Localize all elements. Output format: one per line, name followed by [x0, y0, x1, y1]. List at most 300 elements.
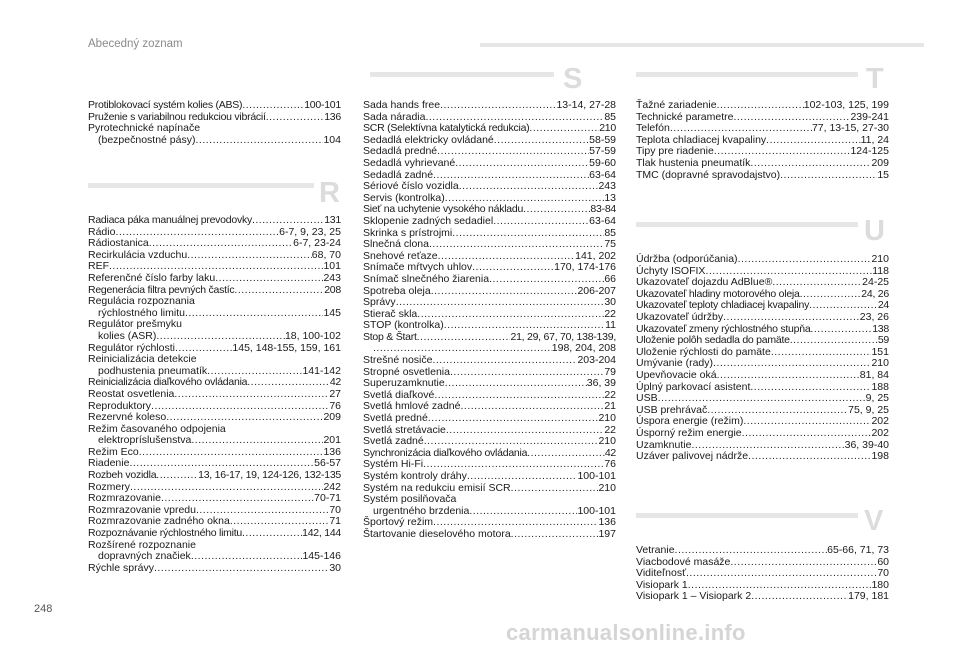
- dot-leader: [717, 100, 804, 112]
- index-entry: [88, 100, 341, 112]
- entry-pages: 83-84: [590, 203, 616, 216]
- entry-pages: 70-71: [314, 492, 341, 505]
- dot-leader: [191, 551, 303, 563]
- dot-leader: [166, 412, 323, 424]
- dot-leader: [742, 428, 872, 440]
- entry-label: Ťažné zariadenie: [636, 99, 717, 111]
- dot-leader: [748, 451, 871, 463]
- entry-label: Reinicializácia diaľkového ovládania: [88, 376, 248, 389]
- entry-pages: 22: [604, 307, 616, 320]
- dot-leader: [185, 308, 324, 320]
- entry-label: Viditeľnosť: [636, 567, 687, 580]
- entry-pages: 42: [604, 446, 616, 459]
- entry-pages: 13, 16-17, 19, 124-126, 132-135: [198, 469, 341, 482]
- dot-leader: [432, 355, 577, 367]
- entry-pages: 24: [877, 299, 889, 312]
- page-number: 248: [34, 603, 53, 615]
- entry-label: Uzamknutie: [636, 438, 692, 451]
- entry-label: Ukazovateľ hladiny motorového oleja: [636, 287, 800, 300]
- entry-label: Recirkulácia vzduchu: [88, 248, 188, 261]
- entry-label: Referenčné číslo farby laku: [88, 271, 216, 284]
- watermark: carmanualsonline.info: [506, 620, 746, 645]
- entry-pages: 23, 26: [859, 310, 889, 323]
- index-entry: [88, 470, 341, 482]
- entry-pages: 203-204: [577, 354, 616, 367]
- entry-pages: 85: [604, 226, 616, 239]
- entry-pages: 57-59: [589, 145, 616, 158]
- entry-label: Reostat osvetlenia: [88, 387, 175, 400]
- entry-pages: 76: [604, 458, 616, 471]
- index-entry: [636, 100, 889, 112]
- dot-leader: [242, 528, 302, 540]
- index-entry-heading: Systém posilňovača: [363, 493, 457, 506]
- entry-pages: 13-14, 27-28: [556, 99, 616, 111]
- entry-pages: 209: [871, 156, 889, 169]
- entry-label: Úspora energie (režim): [636, 415, 744, 428]
- entry-label: Uloženie rýchlosti do pamäte: [636, 345, 771, 358]
- index-entry: [363, 100, 616, 112]
- entry-label: Sada hands free: [363, 99, 441, 111]
- entry-pages: 36, 39-40: [844, 438, 889, 451]
- entry-label: Rezervné koleso: [88, 411, 167, 424]
- entry-pages: 24-25: [862, 276, 889, 289]
- entry-pages: 209: [323, 411, 341, 424]
- index-entry-heading: Rozšírené rozpoznanie: [88, 538, 196, 551]
- entry-label: Visiopark 1: [636, 578, 688, 591]
- entry-label: Upevňovacie oká: [636, 368, 717, 381]
- entry-pages: 145, 148-155, 159, 161: [232, 341, 341, 354]
- dot-leader: [450, 367, 604, 379]
- dot-leader: [790, 335, 878, 347]
- section-letter-r: R: [319, 177, 340, 209]
- entry-label: Sedadlá elektricky ovládané: [363, 133, 494, 146]
- index-entry: [363, 158, 616, 170]
- entry-pages: 104: [323, 133, 341, 146]
- entry-label: TMC (dopravné spravodajstvo): [636, 168, 781, 181]
- entry-pages: 21: [604, 400, 616, 413]
- entry-label: Tipy pre riadenie: [636, 145, 714, 158]
- entry-label: kolies (ASR): [98, 329, 157, 342]
- entry-pages: 70: [329, 503, 341, 516]
- dot-leader: [750, 382, 871, 394]
- entry-label: Radiaca páka manuálnej prevodovky: [88, 214, 252, 226]
- dot-leader: [428, 413, 599, 425]
- entry-label: Rozmrazovanie zadného okna: [88, 515, 230, 528]
- section-letter-t: T: [866, 63, 884, 95]
- dot-leader: [187, 250, 312, 262]
- entry-pages: 85: [604, 110, 616, 123]
- entry-pages: 243: [323, 271, 341, 284]
- entry-pages: 6-7, 23-24: [293, 237, 341, 250]
- section-letter-s: S: [563, 63, 583, 95]
- entry-pages: 145: [323, 306, 341, 319]
- entry-label: Ukazovateľ zmeny rýchlostného stupňa: [636, 322, 811, 335]
- dot-leader: [810, 324, 872, 336]
- entry-pages: 242: [323, 480, 341, 493]
- entry-pages: 202: [871, 415, 889, 428]
- dot-leader: [780, 170, 877, 182]
- entry-pages: 239-241: [850, 110, 889, 123]
- entry-label: Visiopark 1 – Visiopark 2: [636, 590, 752, 603]
- entry-label: Správy: [363, 296, 396, 309]
- index-entry-heading: Regulátor prešmyku: [88, 318, 182, 331]
- entry-label: Telefón: [636, 122, 670, 135]
- dot-leader: [446, 425, 604, 437]
- dot-leader: [738, 254, 872, 266]
- entry-label: Svetlá zadné: [363, 435, 424, 448]
- entry-label: Športový režim: [363, 516, 434, 529]
- entry-label: Viacbodové masáže: [636, 555, 731, 568]
- dot-leader: [658, 393, 866, 405]
- section-letter-v: V: [864, 505, 884, 537]
- dot-leader: [139, 447, 324, 459]
- index-entry: [363, 297, 616, 309]
- index-entry: [88, 250, 341, 262]
- dot-leader: [455, 158, 589, 170]
- entry-label: Štartovanie dieselového motora: [363, 527, 511, 540]
- entry-label: Sada náradia: [363, 110, 426, 123]
- entry-pages: 180: [871, 578, 889, 591]
- entry-pages: 197: [598, 527, 616, 540]
- entry-pages: 11, 24: [860, 133, 889, 146]
- entry-label: Regenerácia filtra pevných častíc: [88, 283, 235, 296]
- entry-pages: 66: [604, 272, 616, 285]
- entry-label: STOP (kontrolka): [363, 319, 444, 332]
- dot-leader: [247, 377, 330, 389]
- index-entry: [88, 412, 341, 424]
- entry-label: Uloženie polôh sedadla do pamäte: [636, 334, 790, 347]
- entry-label: Systém na redukciu emisií SCR: [363, 481, 511, 494]
- entry-label: Rozmrazovanie vpredu: [88, 503, 196, 516]
- entry-pages: 202: [871, 426, 889, 439]
- dot-leader: [511, 529, 599, 541]
- entry-label: Protiblokovací systém kolies (ABS): [88, 99, 243, 111]
- dot-leader: [174, 389, 329, 401]
- entry-pages: 100-101: [577, 470, 616, 482]
- entry-pages: 136: [598, 516, 616, 529]
- entry-pages: 42: [329, 376, 341, 389]
- dot-leader: [686, 568, 877, 580]
- index-entry: [88, 135, 341, 147]
- entry-label: Teplota chladiacej kvapaliny: [636, 133, 767, 146]
- index-entry: [363, 216, 616, 228]
- dot-leader: [266, 112, 325, 124]
- entry-pages: 118: [872, 264, 889, 277]
- entry-pages: 243: [598, 180, 616, 193]
- entry-pages: 9, 25: [865, 392, 889, 405]
- entry-pages: 30: [604, 296, 616, 309]
- entry-label: Sklopenie zadných sedadiel: [363, 214, 494, 227]
- dot-leader: [467, 471, 578, 483]
- index-entry: [636, 545, 889, 557]
- entry-label: REF: [88, 260, 109, 273]
- entry-label: Systém Hi-Fi: [363, 458, 424, 471]
- index-entry: [88, 528, 341, 540]
- dot-leader: [460, 401, 604, 413]
- entry-pages: 65-66, 71, 73: [827, 544, 889, 556]
- entry-pages: 70: [877, 567, 889, 580]
- entry-pages: 142, 144: [302, 527, 341, 540]
- index-entry: [636, 591, 889, 603]
- dot-leader: [743, 416, 871, 428]
- dot-leader: [151, 401, 329, 413]
- entry-label: Systém kontroly dráhy: [363, 470, 467, 482]
- header-divider: [480, 43, 924, 47]
- entry-label: Tlak hustenia pneumatík: [636, 156, 751, 169]
- entry-label: Sedadlá vyhrievané: [363, 156, 456, 169]
- dot-leader: [523, 204, 590, 216]
- entry-label: (bezpečnostné pásy): [98, 133, 196, 146]
- entry-label: Ukazovateľ údržby: [636, 310, 724, 323]
- entry-pages: 71: [329, 515, 341, 528]
- entry-label: Snehové reťaze: [363, 249, 438, 262]
- entry-label: Stop & Štart: [363, 330, 417, 343]
- index-entry: [363, 181, 616, 193]
- dot-leader: [445, 378, 587, 390]
- dot-leader: [493, 216, 589, 228]
- entry-pages: 198, 204, 208: [551, 342, 616, 355]
- entry-label: Rádio: [88, 225, 116, 238]
- entry-pages: 59-60: [589, 156, 616, 169]
- entry-label: Rýchle správy: [88, 561, 154, 574]
- section-divider-t: [636, 72, 858, 77]
- index-column-right-t: [636, 100, 889, 181]
- entry-pages: 15: [877, 168, 889, 181]
- entry-pages: 75, 9, 25: [848, 403, 889, 416]
- page-header-title: Abecedný zoznam: [88, 38, 183, 50]
- dot-leader: [511, 483, 599, 495]
- entry-pages: 58-59: [589, 133, 616, 146]
- entry-label: Synchronizácia diaľkového ovládania: [363, 446, 528, 459]
- dot-leader: [751, 591, 848, 603]
- dot-leader: [452, 228, 604, 240]
- index-column-left-pre: [88, 100, 341, 146]
- entry-label: Slnečná clona: [363, 238, 429, 251]
- index-entry: [636, 451, 889, 463]
- entry-label: Úchyty ISOFIX: [636, 264, 706, 277]
- entry-label: Stropné osvetlenia: [363, 365, 450, 378]
- entry-label: Uzáver palivovej nádrže: [636, 450, 749, 463]
- dot-leader: [437, 146, 589, 158]
- dot-leader: [766, 135, 860, 147]
- entry-label: Snímače mŕtvych uhlov: [363, 261, 473, 274]
- entry-pages: 136: [323, 445, 341, 458]
- entry-pages: 24, 26: [861, 287, 889, 300]
- entry-pages: 201: [323, 434, 341, 447]
- entry-pages: 141-142: [302, 364, 341, 377]
- entry-pages: 210: [598, 481, 616, 494]
- entry-label: Servis (kontrolka): [363, 191, 445, 204]
- index-entry: [363, 471, 616, 483]
- entry-label: Reproduktory: [88, 399, 152, 412]
- entry-pages: 124-125: [850, 145, 889, 158]
- dot-leader: [195, 135, 323, 147]
- section-divider-v: [636, 513, 858, 518]
- entry-pages: 102-103, 125, 199: [803, 99, 889, 111]
- entry-pages: 210: [598, 412, 616, 425]
- entry-pages: 22: [604, 423, 616, 436]
- entry-pages: 210: [598, 435, 616, 448]
- dot-leader: [750, 158, 871, 170]
- entry-pages: 63-64: [589, 168, 616, 181]
- entry-label: Rozbeh vozidla: [88, 469, 157, 482]
- index-entry: [363, 286, 616, 298]
- entry-pages: 68, 70: [311, 248, 341, 261]
- entry-pages: 6-7, 9, 23, 25: [279, 225, 341, 238]
- index-entry: [636, 428, 889, 440]
- index-column-middle: [363, 100, 616, 541]
- index-entry: [636, 158, 889, 170]
- index-entry: [636, 312, 889, 324]
- entry-pages: 13: [604, 191, 616, 204]
- index-column-right-u: [636, 254, 889, 463]
- index-entry-heading: Režim časovaného odpojenia: [88, 422, 226, 435]
- entry-label: Stierač skla: [363, 307, 418, 320]
- entry-pages: 179, 181: [848, 590, 889, 603]
- section-divider-s: [370, 72, 554, 77]
- dot-leader: [234, 285, 324, 297]
- entry-pages: 101: [323, 260, 341, 273]
- dot-leader: [154, 563, 329, 575]
- entry-pages: 198: [871, 450, 889, 463]
- index-entry: [636, 382, 889, 394]
- entry-label: SCR (Selektívna katalytická redukcia): [363, 122, 530, 135]
- entry-pages: 188: [871, 380, 889, 393]
- entry-label: Technické parametre: [636, 110, 734, 123]
- entry-label: Rozmery: [88, 480, 131, 493]
- index-entry: [636, 170, 889, 182]
- entry-label: Rozmrazovanie: [88, 492, 161, 505]
- entry-label: Rozpoznávanie rýchlostného limitu: [88, 527, 243, 540]
- dot-leader: [429, 239, 604, 251]
- dot-leader: [156, 331, 285, 343]
- index-entry: [363, 239, 616, 251]
- dot-leader: [417, 309, 604, 321]
- index-entry: [88, 273, 341, 285]
- entry-label: Ukazovateľ dojazdu AdBlue®: [636, 276, 773, 289]
- entry-label: Regulátor rýchlosti: [88, 341, 175, 354]
- entry-label: Strešné nosiče: [363, 354, 433, 367]
- index-entry: [636, 335, 889, 347]
- entry-label: Svetlá hmlové zadné: [363, 400, 461, 413]
- entry-pages: 11: [605, 319, 616, 332]
- dot-leader: [431, 286, 578, 298]
- dot-leader: [396, 297, 605, 309]
- entry-label: urgentného brzdenia: [373, 504, 470, 517]
- entry-pages: 208: [324, 283, 341, 296]
- entry-pages: 145-146: [302, 550, 341, 563]
- entry-label: Úplný parkovací asistent: [636, 380, 751, 393]
- dot-leader: [675, 545, 828, 557]
- entry-pages: 151: [871, 345, 889, 358]
- entry-pages: 75: [604, 238, 616, 251]
- entry-pages: 77, 13-15, 27-30: [811, 122, 889, 135]
- index-entry-heading: Regulácia rozpoznania: [88, 295, 195, 308]
- entry-label: Rádiostanica: [88, 237, 149, 250]
- dot-leader: [489, 274, 604, 286]
- dot-leader: [215, 273, 323, 285]
- entry-pages: 59: [877, 334, 889, 347]
- entry-pages: 56-57: [314, 457, 341, 470]
- index-entry-heading: Pyrotechnické napínače: [88, 122, 201, 135]
- index-column-right-v: [636, 545, 889, 603]
- entry-label: dopravných značiek: [98, 550, 191, 563]
- entry-label: podhustenia pneumatík: [98, 364, 208, 377]
- entry-label: Ukazovateľ teploty chladiacej kvapaliny: [636, 299, 810, 312]
- entry-label: Svetlá diaľkové: [363, 388, 435, 401]
- index-entry: [88, 215, 341, 227]
- entry-pages: 18, 100-102: [284, 329, 341, 342]
- entry-pages: 36, 39: [586, 377, 616, 390]
- entry-label: Snímač slnečného žiarenia: [363, 272, 490, 285]
- dot-leader: [191, 435, 323, 447]
- dot-leader: [469, 506, 577, 518]
- entry-label: Sériové číslo vozidla: [363, 180, 459, 193]
- dot-leader: [242, 100, 304, 112]
- section-divider-u: [636, 222, 858, 227]
- index-entry: [363, 529, 616, 541]
- section-letter-u: U: [864, 215, 885, 247]
- section-divider-r: [88, 183, 314, 188]
- entry-pages: 21, 29, 67, 70, 138-139,: [510, 330, 616, 343]
- dot-leader: [771, 347, 872, 359]
- entry-pages: 30: [329, 561, 341, 574]
- entry-label: USB: [636, 392, 658, 405]
- dot-leader: [527, 448, 605, 460]
- entry-pages: 79: [604, 365, 616, 378]
- index-entry: [636, 370, 889, 382]
- entry-pages: 60: [877, 555, 889, 568]
- dot-leader: [723, 312, 860, 324]
- entry-label: Sieť na uchytenie vysokého nákladu: [363, 203, 524, 216]
- dot-leader: [459, 181, 599, 193]
- dot-leader: [417, 332, 511, 344]
- entry-label: USB prehrávač: [636, 403, 708, 416]
- index-entry: [363, 355, 616, 367]
- entry-pages: 100-101: [577, 504, 616, 517]
- entry-pages: 22: [604, 388, 616, 401]
- entry-label: Riadenie: [88, 457, 130, 470]
- entry-label: Svetlá stretávacie: [363, 423, 446, 436]
- entry-pages: 81, 84: [859, 368, 889, 381]
- dot-leader: [156, 470, 198, 482]
- entry-label: Úsporný režim energie: [636, 426, 742, 439]
- entry-label: Sedadlá zadné: [363, 168, 434, 181]
- entry-label: Vetranie: [636, 544, 675, 556]
- entry-label: Superuzamknutie: [363, 377, 445, 390]
- index-entry-heading: Reinicializácia detekcie: [88, 353, 197, 366]
- index-entry: [636, 393, 889, 405]
- index-entry: [363, 274, 616, 286]
- entry-pages: 27: [329, 387, 341, 400]
- entry-pages: 210: [599, 122, 616, 135]
- entry-pages: 63-64: [589, 214, 616, 227]
- index-entry: [88, 389, 341, 401]
- index-column-left: [88, 215, 341, 574]
- entry-pages: 170, 174-176: [554, 261, 616, 274]
- entry-pages: 141, 202: [575, 249, 616, 262]
- entry-label: Skrinka s prístrojmi: [363, 226, 453, 239]
- index-entry: [88, 563, 341, 575]
- index-entry: [636, 254, 889, 266]
- entry-label: Údržba (odporúčania): [636, 253, 738, 265]
- entry-label: Svetlá predné: [363, 412, 428, 425]
- entry-pages: 206-207: [577, 284, 616, 297]
- entry-label: Pruženie s variabilnou redukciou vibrácií: [88, 110, 266, 123]
- dot-leader: [440, 100, 556, 112]
- entry-label: elektropríslušenstva: [98, 434, 192, 447]
- index-entry: [88, 331, 341, 343]
